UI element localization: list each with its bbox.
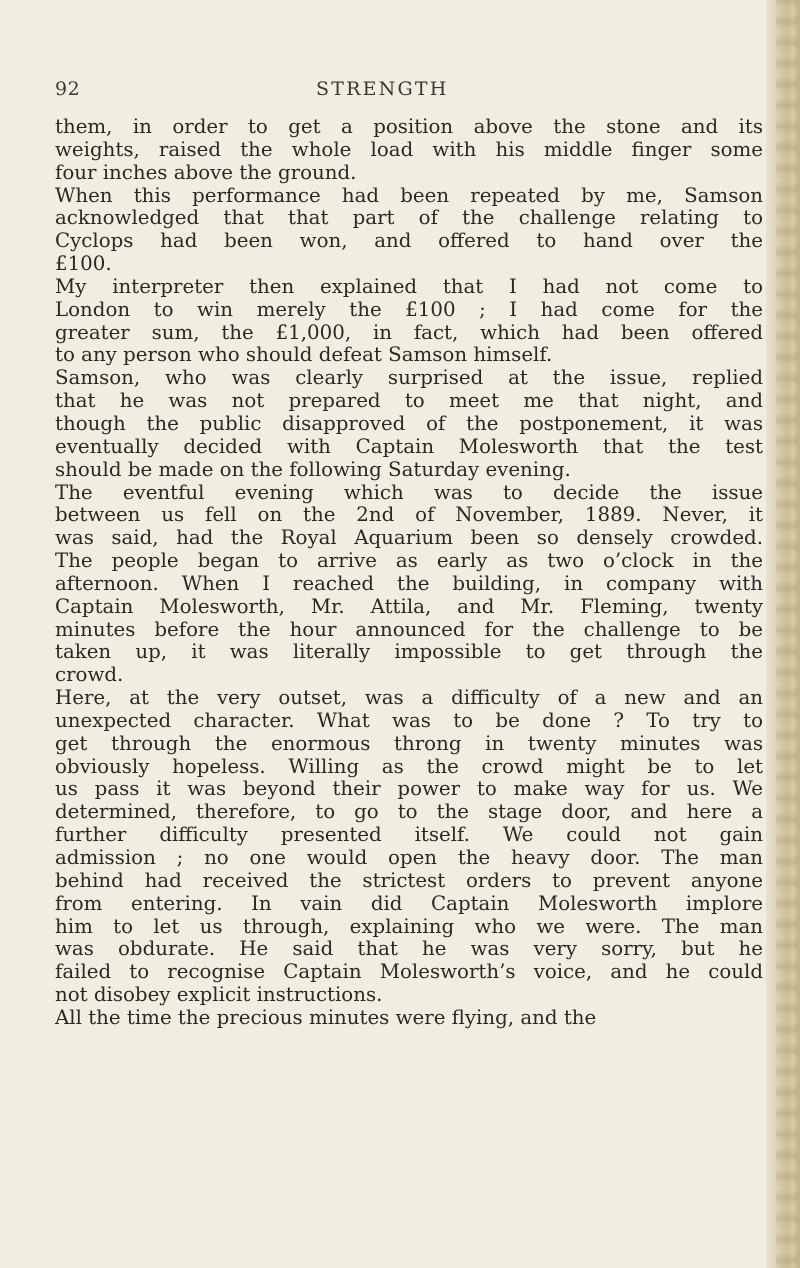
- text-line: determined, therefore, to go to the stage door, and here a: [55, 800, 763, 824]
- text-line: Samson, who was clearly surprised at the issue, replied: [55, 366, 763, 390]
- text-line: Captain Molesworth, Mr. Attila, and Mr. Fleming, twenty: [55, 594, 763, 618]
- text-line: behind had received the strictest orders to prevent anyone: [55, 868, 763, 892]
- text-line: minutes before the hour announced for the challenge to be: [55, 617, 763, 641]
- text-line: failed to recognise Captain Molesworth’s voice, and he could: [55, 960, 763, 984]
- text-line: taken up, it was literally impossible to get through the: [55, 640, 763, 664]
- text-line: obviously hopeless. Willing as the crowd might be to let: [55, 754, 763, 778]
- text-line: him to let us through, explaining who we were. The man: [55, 914, 763, 938]
- text-line: eventually decided with Captain Molesworth that the test: [55, 434, 763, 458]
- text-line: The people began to arrive as early as two o’clock in the: [55, 549, 763, 573]
- text-line: get through the enormous throng in twenty minutes was: [55, 731, 763, 755]
- running-head: STRENGTH: [316, 78, 449, 100]
- text-line: The eventful evening which was to decide the issue: [55, 480, 763, 504]
- page-header: [0, 78, 770, 108]
- text-line: acknowledged that that part of the challenge relating to: [55, 206, 763, 230]
- text-line: My interpreter then explained that I had not come to: [55, 274, 763, 298]
- text-line: further difficulty presented itself. We could not gain: [55, 823, 763, 847]
- text-line: though the public disapproved of the postponement, it was: [55, 411, 763, 435]
- text-line: £100.: [55, 252, 112, 276]
- text-line: London to win merely the £100 ; I had come for the: [55, 297, 763, 321]
- page-number: 92: [55, 78, 81, 100]
- text-line: All the time the precious minutes were flying, and the: [55, 1005, 597, 1029]
- page-edge-shadow: [766, 0, 800, 1268]
- text-line: to any person who should defeat Samson himself.: [55, 343, 553, 367]
- body-text: [55, 116, 763, 1030]
- text-line: When this performance had been repeated by me, Samson: [55, 183, 763, 207]
- text-line: greater sum, the £1,000, in fact, which had been offered: [55, 320, 763, 344]
- text-line: was said, had the Royal Aquarium been so densely crowded.: [55, 526, 763, 550]
- text-line: unexpected character. What was to be done ? To try to: [55, 708, 763, 732]
- text-line: Cyclops had been won, and offered to hand over the: [55, 229, 763, 253]
- text-line: afternoon. When I reached the building, in company with: [55, 571, 763, 595]
- text-line: weights, raised the whole load with his middle finger some: [55, 137, 763, 161]
- text-line: crowd.: [55, 663, 124, 687]
- text-line: that he was not prepared to meet me that night, and: [55, 389, 763, 413]
- text-line: between us fell on the 2nd of November, 1889. Never, it: [55, 503, 763, 527]
- text-line: us pass it was beyond their power to make way for us. We: [55, 777, 763, 801]
- text-line: admission ; no one would open the heavy door. The man: [55, 846, 763, 869]
- text-line: was obdurate. He said that he was very sorry, but he: [55, 937, 763, 961]
- text-line: should be made on the following Saturday evening.: [55, 457, 571, 481]
- text-line: not disobey explicit instructions.: [55, 983, 383, 1007]
- text-line: four inches above the ground.: [55, 160, 357, 184]
- text-line: Here, at the very outset, was a difficulty of a new and an: [55, 686, 763, 710]
- text-line: from entering. In vain did Captain Molesworth implore: [55, 891, 763, 915]
- text-line: them, in order to get a position above the stone and its: [55, 115, 763, 138]
